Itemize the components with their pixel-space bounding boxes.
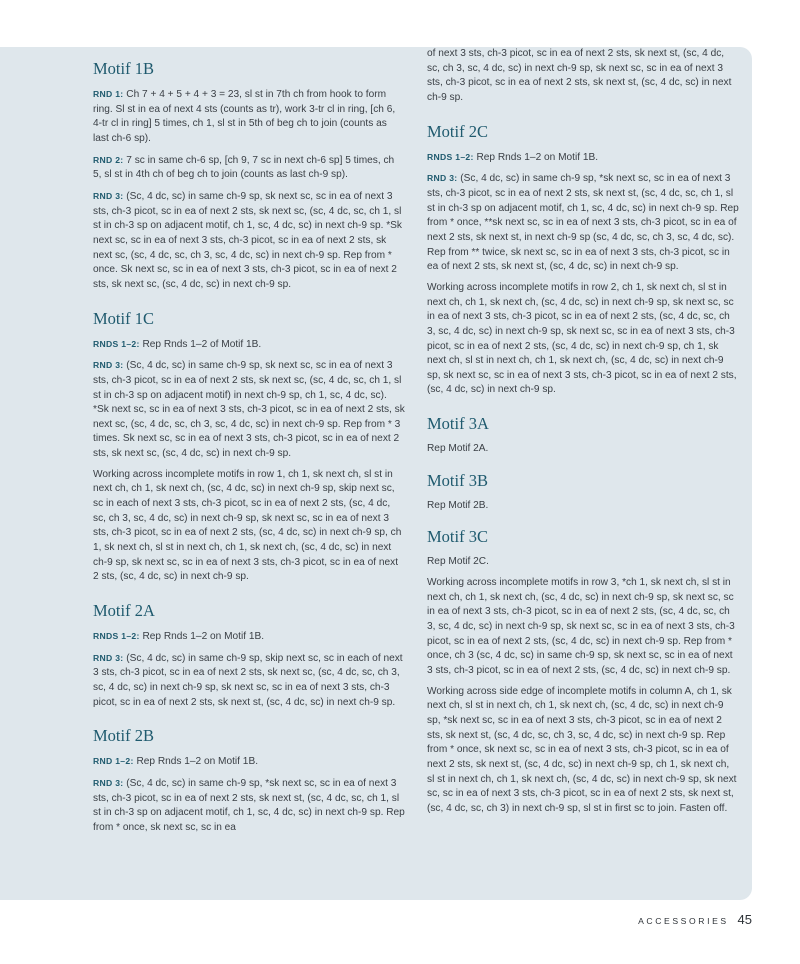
rnd-text: Rep Rnds 1–2 of Motif 1B.	[142, 338, 262, 350]
motif-1c-rnds	[93, 337, 405, 353]
motif-1b-rnd2	[93, 153, 405, 183]
motif-2c-heading: Motif 2C	[427, 121, 488, 141]
rnd-label: RND 3:	[93, 360, 124, 371]
motif-3c-paragraph-2: Working across side edge of incomplete motifs in column A, ch 1, sk next ch, sl st in next ch, ch 1, sk next ch, (sc, 4 dc, sc) in next ch-9 sp, *sk next sc, sc in ea of next 3 sts, ch-3 picot, sc in ea of next 2 sts, sk next st, (sc, 4 dc, sc, ch 3, sc, 4 dc, sc) in next ch-9 sp. Rep from * once, sk next sc, sc in ea of next 3 sts, ch-3 picot, sc in ea of next 2 sts, sk next st, (sc, 4 dc, sc) in next ch-9 sp, ch 1, sk next ch, sl st in next ch, ch 1, sk next ch, (sc, 4 dc, sc) in next ch-9 sp, sk next sc, sc in ea of next 3 sts, ch-3 picot, sc in ea of next 2 sts, sk next st, (sc, 4 dc, sc, ch 3) in next ch-9 sp, sl st in first sc to join. Fasten off.	[427, 685, 737, 814]
rnd-label: RNDS 1–2:	[427, 151, 474, 162]
motif-3a-text: Rep Motif 2A.	[427, 443, 489, 455]
rnd-text: (Sc, 4 dc, sc) in same ch-9 sp, skip next sc, sc in each of next 3 sts, ch-3 picot, sc in ea of next 2 sts, sk next sc, (sc, 4 dc, sc, ch 3, sc, 4 dc, sc) in next ch-9 sp, sk next sc, sc in ea of next 3 sts, ch-3 picot, sc in ea of next 2 sts, sk next st, (sc, 4 dc, sc) in next ch-9 sp.	[93, 652, 403, 708]
page-footer	[638, 912, 752, 927]
motif-1c-heading: Motif 1C	[93, 308, 154, 328]
motif-3b-heading: Motif 3B	[427, 470, 488, 490]
left-column	[93, 59, 405, 842]
motif-2c-rnds	[427, 150, 739, 166]
right-column	[427, 47, 739, 823]
rnd-label: RND 3:	[427, 173, 458, 184]
rnd-label: RND 3:	[93, 777, 124, 788]
rnd-label: RND 1:	[93, 89, 124, 99]
motif-2a-rnds	[93, 629, 405, 645]
rnd-text: 7 sc in same ch-6 sp, [ch 9, 7 sc in next ch-6 sp] 5 times, ch 5, sl st in 4th ch of beg ch to join (counts as last ch-9 sp).	[93, 154, 395, 181]
motif-1b-rnd3	[93, 189, 405, 293]
motif-3c-text: Rep Motif 2C.	[427, 556, 489, 568]
rnd-label: RNDS 1–2:	[93, 338, 140, 349]
section-name: ACCESSORIES	[638, 916, 729, 926]
rnd-text: Rep Rnds 1–2 on Motif 1B.	[476, 151, 599, 163]
motif-1b-heading: Motif 1B	[93, 59, 154, 78]
rnd-text: (Sc, 4 dc, sc) in same ch-9 sp, *sk next sc, sc in ea of next 3 sts, ch-3 picot, sc in ea of next 2 sts, sk next st, (sc, 4 dc, sc, ch 1, sl st in ch-3 sp on adjacent motif, ch 1, sc, 4 dc, sc) in next ch-9 sp. Rep from * once, sk next sc, sc in ea	[93, 777, 405, 833]
motif-2c-rnd3	[427, 171, 739, 275]
motif-2b-heading: Motif 2B	[93, 726, 154, 746]
motif-2a-heading: Motif 2A	[93, 601, 155, 621]
rnd-text: Ch 7 + 4 + 5 + 4 + 3 = 23, sl st in 7th ch from hook to form ring. Sl st in ea of next 4 sts (counts as tr), work 3-tr cl in ring, [ch 6, 4-tr cl in ring] 5 times, ch 1, sl st in 5th of beg ch to join (counts as last ch-6 sp).	[93, 89, 396, 144]
motif-3a-heading: Motif 3A	[427, 414, 489, 434]
rnd-text: (Sc, 4 dc, sc) in same ch-9 sp, sk next sc, sc in ea of next 3 sts, ch-3 picot, sc in ea of next 2 sts, sk next sc, (sc, 4 dc, sc, ch 1, sl st in ch-3 sp on adjacent motif) in next ch-9 sp, ch 1, sc, 4 dc, sc). *Sk next sc, sc in ea of next 3 sts, ch-3 picot, sc in ea of next 2 sts, sk next sc, (sc, 4 dc, sc, ch 3, sc, 4 dc, sc) in next ch-9 sp. Rep from * 3 times. Sk next sc, sc in ea of next 3 sts, ch-3 picot, sc in ea of next 2 sts, sk next sc, (sc, 4 dc, sc) in next ch-9 sp.	[93, 360, 405, 460]
page-number: 45	[737, 912, 752, 927]
motif-2b-continuation: of next 3 sts, ch-3 picot, sc in ea of next 2 sts, sk next st, (sc, 4 dc, sc, ch 3, sc, 4 dc, sc) in next ch-9 sp, sk next sc, sc in ea of next 3 sts, ch-3 picot, sc in ea of next 2 sts, sk next st, (sc, 4 dc, sc) in next ch-9 sp.	[427, 48, 732, 103]
rnd-label: RND 1–2:	[93, 756, 134, 767]
rnd-label: RND 3:	[93, 652, 124, 663]
motif-2a-rnd3	[93, 651, 405, 711]
motif-3c-paragraph-1: Working across incomplete motifs in row 3, *ch 1, sk next ch, sl st in next ch, ch 1, sk next ch, (sc, 4 dc, sc) in next ch-9 sp, sk next sc, sc in ea of next 3 sts, ch-3 picot, sc in ea of next 2 sts, (sc, 4 dc, sc, ch 3, sc, 4 dc, sc) in next ch-9 sp, sk next sc, sc in ea of next 3 sts, ch-3 picot, sc in ea of next 2 sts, (sc, 4 dc, sc) in next ch-9 sp. Rep from * once, ch 3 (sc, 4 dc, sc) in same ch-9 sp, sk next sc, sc in ea of next 3 sts, ch-3 picot, sc in ea of next 2 sts, (sc, 4 dc, sc) in next ch-9 sp.	[427, 577, 735, 677]
motif-1c-paragraph: Working across incomplete motifs in row 1, ch 1, sk next ch, sl st in next ch, ch 1, sk next ch, (sc, 4 dc, sc) in next ch-9 sp, skip next sc, sc in each of next 3 sts, ch-3 picot, sc in ea of next 2 sts, (sc, 4 dc, sc, ch 3, sc, 4 dc, sc) in next ch-9 sp, sk next sc, sc in ea of next 3 sts, ch-3 picot, sc in ea of next 2 sts, (sc, 4 dc, sc) in next ch-9 sp, ch 1, sk next ch, sl st in next ch, ch 1, sk next ch, (sc, 4 dc, sc) in next ch-9 sp, sk next sc, sc in ea of next 3 sts, ch-3 picot, sc in ea of next 2 sts, (sc, 4 dc, sc) in next ch-9 sp.	[93, 468, 402, 583]
motif-3c-heading: Motif 3C	[427, 527, 488, 547]
motif-1c-rnd3	[93, 358, 405, 462]
rnd-text: Rep Rnds 1–2 on Motif 1B.	[136, 756, 259, 768]
rnd-text: Rep Rnds 1–2 on Motif 1B.	[142, 631, 265, 643]
motif-2b-rnds	[93, 754, 405, 770]
rnd-label: RNDS 1–2:	[93, 631, 140, 642]
motif-1b-rnd1	[93, 87, 405, 147]
rnd-text: (Sc, 4 dc, sc) in same ch-9 sp, sk next sc, sc in ea of next 3 sts, ch-3 picot, sc in ea of next 2 sts, sk next sc, (sc, 4 dc, sc, ch 1, sl st in ch-3 sp on adjacent motif, ch 1, sc, 4 dc, sc) in next ch-9 sp. *Sk next sc, sc in ea of next 3 sts, ch-3 picot, sc in ea of next 2 sts, sk next sc, (sc, 4 dc, sc, ch 3, sc, 4 dc, sc) in next ch-9 sp. Rep from * once. Sk next sc, sc in ea of next 3 sts, ch-3 picot, sc in ea of next 2 sts, sk next sc, (sc, 4 dc, sc) in next ch-9 sp.	[93, 190, 402, 290]
rnd-text: (Sc, 4 dc, sc) in same ch-9 sp, *sk next sc, sc in ea of next 3 sts, ch-3 picot, sc in ea of next 2 sts, sk next st, (sc, 4 dc, sc, ch 1, sl st in ch-3 sp on adjacent motif, ch 1, sc, 4 dc, sc) in next ch-9 sp. Rep from * once, **sk next sc, sc in ea of next 3 sts, ch-3 picot, sc in ea of next 2 sts, sk next st, in next ch-9 sp (sc, 4 dc, sc, ch 3, sc, 4 dc, sc). Rep from ** twice, sk next sc, sc in ea of next 3 sts, ch-3 picot, sc in ea of next 2 sts, sk next st, (sc, 4 dc, sc) in next ch-9 sp.	[427, 173, 739, 273]
rnd-label: RND 2:	[93, 154, 124, 165]
motif-3b-text: Rep Motif 2B.	[427, 499, 489, 511]
rnd-label: RND 3:	[93, 190, 124, 201]
motif-2b-rnd3	[93, 776, 405, 836]
motif-2c-paragraph: Working across incomplete motifs in row 2, ch 1, sk next ch, sl st in next ch, ch 1, sk next ch, (sc, 4 dc, sc) in next ch-9 sp, sk next sc, sc in ea of next 3 sts, ch-3 picot, sc in ea of next 2 sts, (sc, 4 dc, sc, ch 3, sc, 4 dc, sc) in next ch-9 sp, sk next sc, sc in ea of next 3 sts, ch-3 picot, sc in ea of next 2 sts, (sc, 4 dc, sc) in next ch-9 sp, ch 1, sk next ch, sl st in next ch, ch 1, sk next ch, (sc, 4 dc, sc) in next ch-9 sp, sk next sc, sc in ea of next 3 sts, ch-3 picot, sc in ea of next 2 sts, (sc, 4 dc, sc) in next ch-9 sp.	[427, 281, 737, 396]
